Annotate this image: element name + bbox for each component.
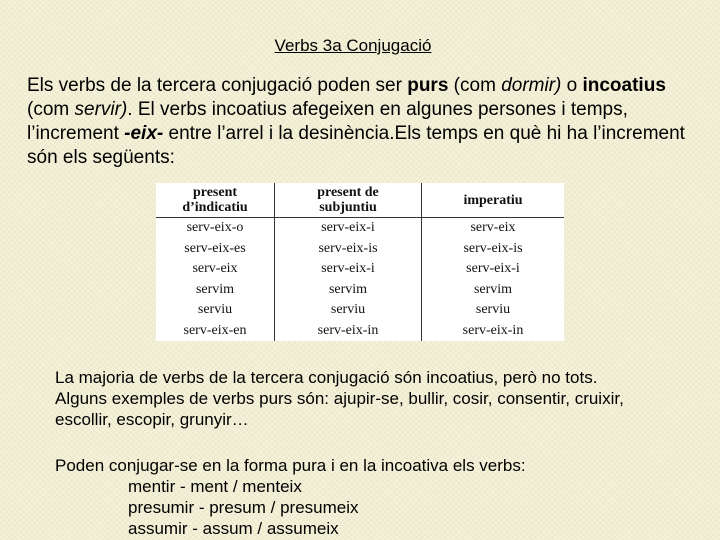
header-line: d’indicatiu	[182, 200, 248, 215]
table-cell: serv-eix-en	[183, 322, 247, 338]
intro-text-6: entre l’arrel i la desinència.Els temps en què hi ha l’increment són els següents:	[27, 123, 685, 168]
header-line: present de	[317, 185, 379, 200]
intro-paragraph	[27, 74, 699, 170]
conjugation-table	[156, 183, 564, 341]
text-line: Alguns exemples de verbs purs són: ajupir-se, bullir, cosir, consentir, cruixir,	[55, 389, 624, 408]
text-line: La majoria de verbs de la tercera conjugació són incoatius, però no tots.	[55, 368, 598, 387]
table-cell: serv-eix-in	[275, 320, 422, 341]
table-row	[156, 218, 564, 239]
intro-text-2: (com	[448, 75, 502, 96]
verb-example: presumir - presum / presumeix	[128, 498, 359, 517]
intro-purs: purs	[407, 75, 449, 96]
slide-title-text: Verbs 3a Conjugació	[274, 36, 432, 55]
table-cell: serviu	[197, 302, 233, 318]
table-cell: servim	[195, 281, 235, 297]
table-row	[156, 300, 564, 320]
table-cell: serv-eix-i	[422, 259, 565, 279]
table-row	[156, 320, 564, 341]
table-cell: serv-eix-in	[422, 320, 565, 341]
text-line: Poden conjugar-se en la forma pura i en la incoativa els verbs:	[55, 456, 526, 475]
pure-verbs-paragraph	[55, 367, 705, 430]
table-cell: serv-eix-es	[184, 240, 246, 256]
header-present-subjuntiu	[275, 183, 422, 218]
header-line: subjuntiu	[319, 200, 377, 215]
intro-dormir: dormir)	[501, 75, 562, 96]
text-line: escollir, escopir, grunyir…	[55, 410, 249, 429]
verb-example: mentir - ment / menteix	[128, 477, 302, 496]
conjugation-table-image	[156, 183, 564, 341]
intro-text-3: o	[561, 75, 583, 96]
table-cell: serviu	[275, 300, 422, 320]
table-cell: servim	[422, 279, 565, 299]
intro-servir: servir)	[74, 99, 128, 120]
header-line: present	[192, 185, 238, 200]
intro-text-1: Els verbs de la tercera conjugació poden ser	[27, 75, 408, 96]
both-forms-paragraph	[55, 455, 705, 539]
table-cell: serv-eix	[192, 261, 238, 277]
table-cell: serv-eix-o	[186, 220, 244, 236]
intro-incoatius: incoatius	[582, 75, 666, 96]
table-cell: serv-eix	[422, 218, 565, 239]
table-cell: serv-eix-is	[422, 239, 565, 259]
header-line: imperatiu	[463, 192, 523, 208]
intro-eix: -eix-	[124, 123, 164, 144]
table-cell: servim	[275, 279, 422, 299]
table-row	[156, 259, 564, 279]
slide-title	[0, 36, 720, 56]
intro-text-5: . El verbs incoatius afegeixen en algunes persones i temps, l’increment	[27, 99, 628, 144]
header-imperatiu	[422, 183, 565, 218]
table-cell: serviu	[422, 300, 565, 320]
table-row	[156, 279, 564, 299]
table-cell: serv-eix-i	[275, 259, 422, 279]
table-cell: serv-eix-is	[275, 239, 422, 259]
table-row	[156, 239, 564, 259]
header-present-indicatiu	[156, 183, 275, 218]
verb-example: assumir - assum / assumeix	[128, 519, 339, 538]
table-header-row	[156, 183, 564, 218]
table-cell: serv-eix-i	[275, 218, 422, 239]
intro-text-4: (com	[27, 99, 75, 120]
